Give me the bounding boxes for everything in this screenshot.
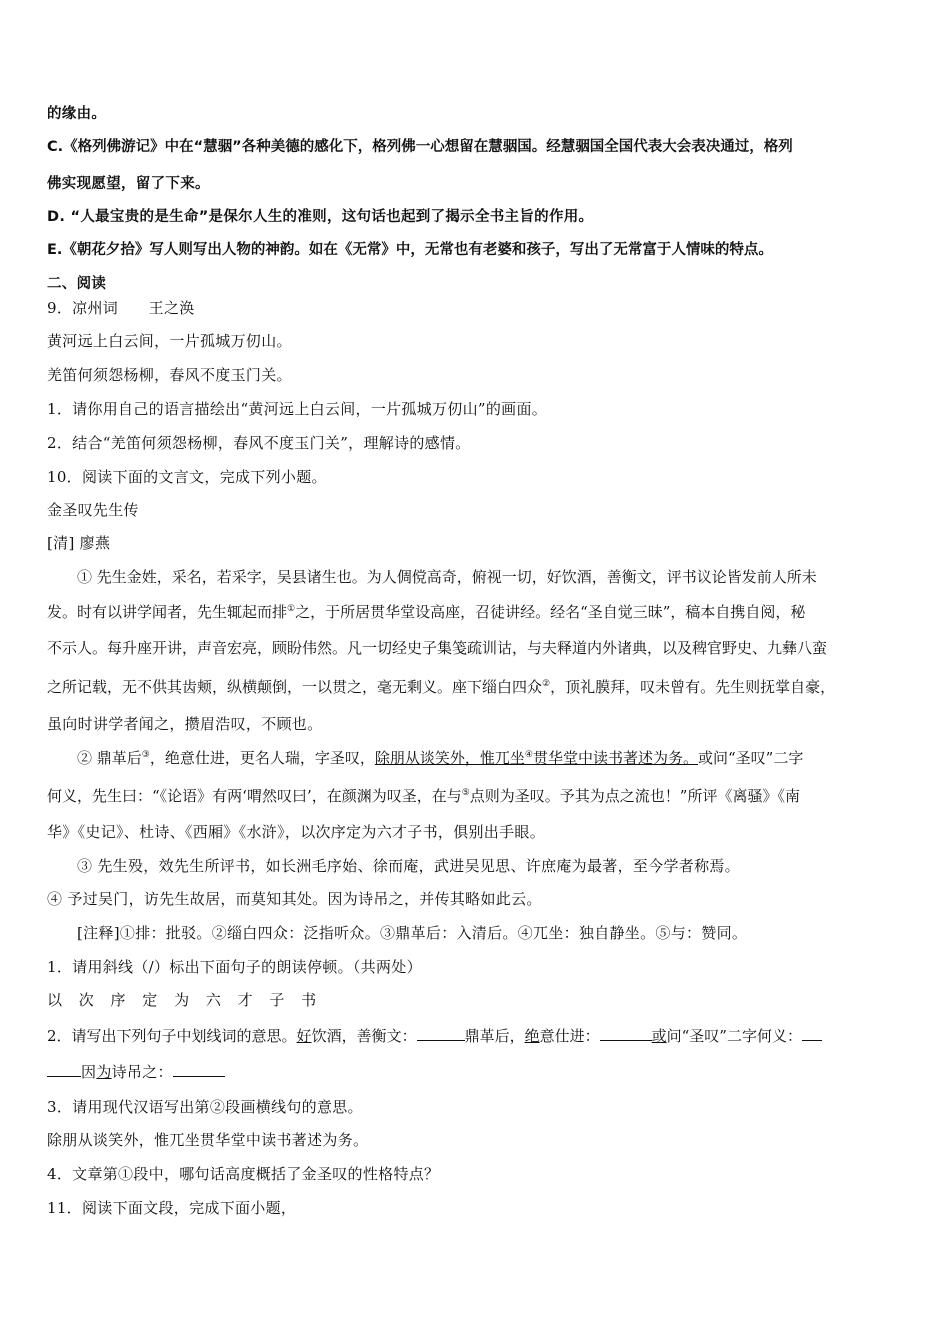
answer-blank[interactable] <box>802 1024 822 1041</box>
paragraph-3: ③ 先生殁，效先生所评书，如长洲毛序始、徐而庵，武进吴见思、许庶庵为最著，至今学者称焉。 <box>77 857 740 875</box>
essay-author: [清] 廖燕 <box>47 534 111 552</box>
text-run: 之，于所居贯华堂设高座，召徒讲经。经名“圣自觉三昧”，稿本自携自阅，秘 <box>295 603 806 621</box>
q9-title: 9．凉州词 王之涣 <box>47 299 195 317</box>
text-run: 除朋从谈笑外，惟兀坐 <box>374 749 525 767</box>
paragraph-2-line-3: 华》《史记》、杜诗、《西厢》《水浒》，以次序定为六才子书，俱别出手眼。 <box>47 823 546 841</box>
text-run: 点则为圣叹。予其为点之流也！”所评《离骚》《南 <box>469 787 800 805</box>
q10-sub3: 3．请用现代汉语写出第②段画横线句的意思。 <box>47 1098 363 1116</box>
answer-blank[interactable] <box>47 1060 81 1077</box>
paragraph-2-line-2 <box>47 785 912 809</box>
text-run: 问“圣叹”二字何义： <box>666 1027 802 1045</box>
underlined-sentence <box>375 749 698 767</box>
answer-blank[interactable] <box>600 1024 652 1041</box>
text-run: 饮酒，善衡文： <box>311 1027 417 1045</box>
answer-blank[interactable] <box>173 1060 225 1077</box>
paragraph-4: ④ 予过吴门，访先生故居，而莫知其处。因为诗吊之，并传其略如此云。 <box>47 890 542 908</box>
q10-sub2-line2 <box>47 1060 912 1084</box>
option-c-line1: C.《格列佛游记》中在“慧骃”各种美德的感化下，格列佛一心想留在慧骃国。经慧骃国全国代表大会表决通过，格列 <box>47 139 793 155</box>
footnote-marker: ① <box>287 604 296 614</box>
q10-sub1: 1．请用斜线（/）标出下面句子的朗读停顿。（共两处） <box>47 958 422 976</box>
text-run: 何义，先生曰：“《论语》有两‘喟然叹曰’，在颜渊为叹圣，在与 <box>47 787 462 805</box>
option-d: D. “人最宝贵的是生命”是保尔人生的准则，这句话也起到了揭示全书主旨的作用。 <box>47 209 594 225</box>
footnote-marker: ② <box>542 679 551 689</box>
underlined-word: 为 <box>96 1063 112 1081</box>
paragraph-1-line-1: ① 先生金姓，采名，若采字，吴县诸生也。为人倜傥高奇，俯视一切，好饮酒，善衡文，评书议论皆发前人所未 <box>77 568 817 586</box>
q10-sub3-sentence: 除朋从谈笑外，惟兀坐贯华堂中读书著述为务。 <box>47 1131 369 1149</box>
text-run: ，顶礼膜拜，叹未曾有。先生则抚掌自豪， <box>550 678 836 696</box>
underlined-word: 绝 <box>524 1027 540 1045</box>
footnote-marker: ④ <box>524 750 533 760</box>
option-b-tail: 的缘由。 <box>47 106 107 122</box>
underlined-word: 好 <box>296 1027 312 1045</box>
footnote-marker: ⑤ <box>461 788 470 798</box>
text-run: 之所记载，无不供其齿颊，纵横颠倒，一以贯之，毫无剩义。座下缁白四众 <box>47 678 543 696</box>
answer-blank[interactable] <box>417 1024 465 1041</box>
q10-sub1-sentence: 以 次 序 定 为 六 才 子 书 <box>47 991 323 1009</box>
text-run: 2．请写出下列句子中划线词的意思。 <box>47 1027 297 1045</box>
underlined-word: 或 <box>651 1027 667 1045</box>
essay-title: 金圣叹先生传 <box>47 501 139 519</box>
paragraph-1-line-5: 虽向时讲学者闻之，攒眉浩叹，不顾也。 <box>47 715 323 733</box>
text-run: ② 鼎革后 <box>77 749 142 767</box>
q9-sub1: 1．请你用自己的语言描绘出“黄河远上白云间，一片孤城万仞山”的画面。 <box>47 400 548 418</box>
text-run: 或问“圣叹”二字 <box>697 749 804 767</box>
poem-line-2: 羌笛何须怨杨柳，春风不度玉门关。 <box>47 366 292 384</box>
option-e: E.《朝花夕拾》写人则写出人物的神韵。如在《无常》中，无常也有老婆和孩子，写出了无常富于人情味的特点。 <box>47 242 773 258</box>
q11-title: 11．阅读下面文段，完成下面小题， <box>47 1199 297 1217</box>
section-heading-reading: 二、阅读 <box>47 276 107 292</box>
paragraph-1-line-2 <box>47 601 912 625</box>
text-run: 贯华堂中读书著述为务。 <box>532 749 698 767</box>
text-run: 因 <box>81 1063 97 1081</box>
annotations: [注释]①排：批驳。②缁白四众：泛指听众。③鼎革后：入清后。④兀坐：独自静坐。⑤与：赞同。 <box>77 924 748 942</box>
text-run: 鼎革后， <box>464 1027 525 1045</box>
text-run: 诗吊之： <box>111 1063 173 1081</box>
paragraph-1-line-4 <box>47 676 912 700</box>
footnote-marker: ③ <box>141 750 150 760</box>
text-run: ，绝意仕进，更名人瑞，字圣叹， <box>149 749 375 767</box>
text-run: 意仕进： <box>539 1027 600 1045</box>
q9-sub2: 2．结合“羌笛何须怨杨柳，春风不度玉门关”，理解诗的感情。 <box>47 434 471 452</box>
poem-line-1: 黄河远上白云间，一片孤城万仞山。 <box>47 332 292 350</box>
q10-title: 10．阅读下面的文言文，完成下列小题。 <box>47 468 327 486</box>
paragraph-1-line-3: 不示人。每升座开讲，声音宏亮，顾盼伟然。凡一切经史子集笺疏训诂，与夫释道内外诸典，以及稗官野史、九彝八蛮 <box>47 639 828 657</box>
q10-sub2-line1 <box>47 1024 912 1048</box>
q10-sub4: 4．文章第①段中，哪句话高度概括了金圣叹的性格特点？ <box>47 1165 440 1183</box>
text-run: 发。时有以讲学闻者，先生辄起而排 <box>47 603 288 621</box>
paragraph-2-line-1 <box>77 747 912 771</box>
option-c-line2: 佛实现愿望，留了下来。 <box>47 176 210 192</box>
